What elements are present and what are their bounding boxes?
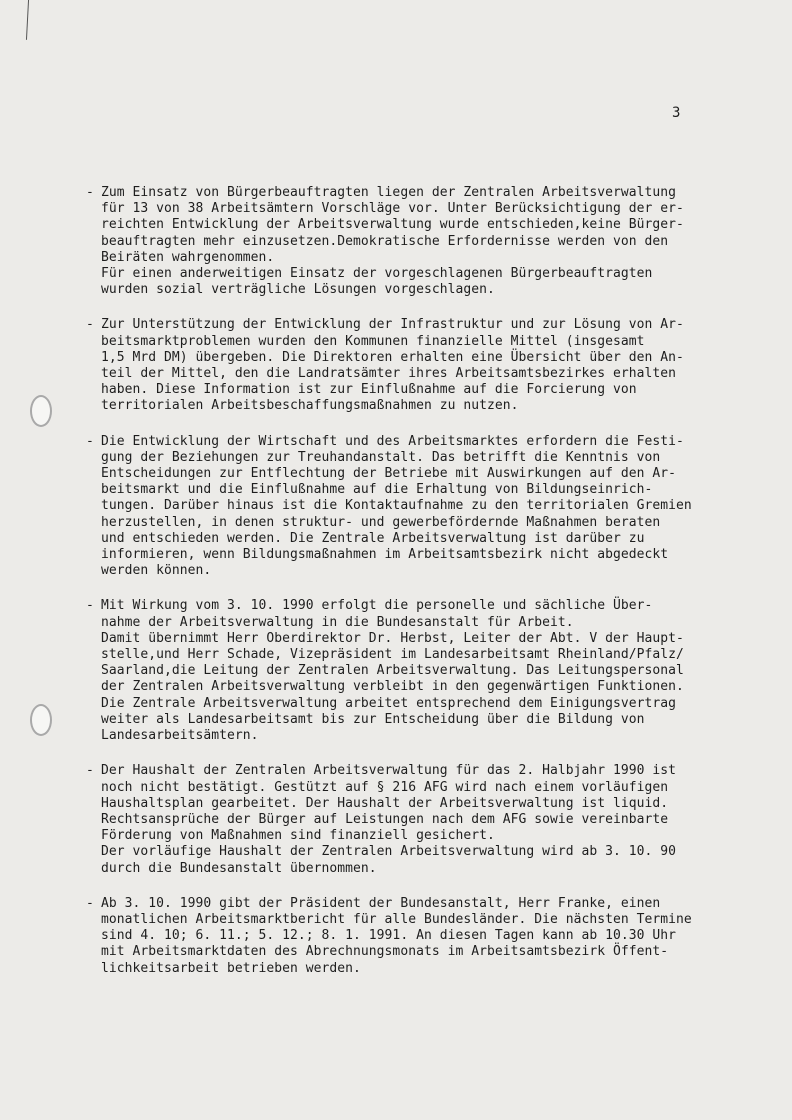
text-line: wurden sozial verträgliche Lösungen vorgeschlagen. — [101, 282, 495, 298]
text-line: Landesarbeitsämtern. — [101, 728, 259, 744]
text-line: beauftragten mehr einzusetzen.Demokratische Erfordernisse werden von den — [101, 233, 669, 249]
text-line: gung der Beziehungen zur Treuhandanstalt. Das betrifft die Kenntnis von — [101, 449, 661, 465]
paragraph-3 — [86, 434, 706, 580]
text-line: Die Entwicklung der Wirtschaft und des Arbeitsmarktes erfordern die Festi- — [101, 433, 684, 449]
text-line: tungen. Darüber hinaus ist die Kontaktaufnahme zu den territorialen Gremien — [101, 498, 692, 514]
text-line: Mit Wirkung vom 3. 10. 1990 erfolgt die personelle und sächliche Über- — [101, 598, 653, 614]
body-text — [86, 185, 706, 996]
text-line: Saarland,die Leitung der Zentralen Arbeitsverwaltung. Das Leitungspersonal — [101, 663, 684, 679]
bullet-dash: - — [86, 317, 94, 333]
text-line: territorialen Arbeitsbeschaffungsmaßnahmen zu nutzen. — [101, 398, 519, 414]
bullet-dash: - — [86, 763, 94, 779]
text-line: beitsmarktproblemen wurden den Kommunen finanzielle Mittel (insgesamt — [101, 333, 645, 349]
paragraph-2 — [86, 317, 706, 414]
text-line: Zum Einsatz von Bürgerbeauftragten liegen der Zentralen Arbeitsverwaltung — [101, 185, 676, 200]
text-line: Der Haushalt der Zentralen Arbeitsverwaltung für das 2. Halbjahr 1990 ist — [101, 763, 676, 779]
paragraph-6 — [86, 896, 706, 977]
text-line: nahme der Arbeitsverwaltung in die Bundesanstalt für Arbeit. — [101, 614, 574, 630]
text-line: 1,5 Mrd DM) übergeben. Die Direktoren erhalten eine Übersicht über den An- — [101, 349, 684, 365]
paragraph-4 — [86, 598, 706, 744]
text-line: reichten Entwicklung der Arbeitsverwaltung wurde entschieden,keine Bürger- — [101, 217, 684, 233]
text-line: für 13 von 38 Arbeitsämtern Vorschläge vor. Unter Berücksichtigung der er- — [101, 201, 684, 217]
text-line: monatlichen Arbeitsmarktbericht für alle Bundesländer. Die nächsten Termine — [101, 911, 692, 927]
text-line: haben. Diese Information ist zur Einflußnahme auf die Forcierung von — [101, 382, 637, 398]
punch-hole-bottom — [30, 704, 52, 736]
text-line: informieren, wenn Bildungsmaßnahmen im Arbeitsamtsbezirk nicht abgedeckt — [101, 547, 669, 563]
text-line: der Zentralen Arbeitsverwaltung verbleibt in den gegenwärtigen Funktionen. — [101, 679, 684, 695]
bullet-dash: - — [86, 598, 94, 614]
text-line: noch nicht bestätigt. Gestützt auf § 216 AFG wird nach einem vorläufigen — [101, 779, 669, 795]
text-line: und entschieden werden. Die Zentrale Arbeitsverwaltung ist darüber zu — [101, 530, 645, 546]
bullet-dash: - — [86, 433, 94, 449]
paragraph-5 — [86, 763, 706, 876]
text-line: Beiräten wahrgenommen. — [101, 249, 275, 265]
text-line: Förderung von Maßnahmen sind finanziell gesichert. — [101, 828, 495, 844]
text-line: Damit übernimmt Herr Oberdirektor Dr. Herbst, Leiter der Abt. V der Haupt- — [101, 630, 684, 646]
text-line: weiter als Landesarbeitsamt bis zur Entscheidung über die Bildung von — [101, 711, 645, 727]
text-line: stelle,und Herr Schade, Vizepräsident im Landesarbeitsamt Rheinland/Pfalz/ — [101, 647, 684, 663]
text-line: Zur Unterstützung der Entwicklung der Infrastruktur und zur Lösung von Ar- — [101, 317, 684, 333]
text-line: sind 4. 10; 6. 11.; 5. 12.; 8. 1. 1991. An diesen Tagen kann ab 10.30 Uhr — [101, 928, 676, 944]
text-line: Der vorläufige Haushalt der Zentralen Arbeitsverwaltung wird ab 3. 10. 90 — [101, 844, 676, 860]
punch-hole-top — [30, 395, 52, 427]
text-line: Die Zentrale Arbeitsverwaltung arbeitet entsprechend dem Einigungsvertrag — [101, 695, 676, 711]
bullet-dash: - — [86, 185, 94, 200]
text-line: Ab 3. 10. 1990 gibt der Präsident der Bundesanstalt, Herr Franke, einen — [101, 895, 661, 911]
page-number: 3 — [672, 105, 681, 121]
text-line: durch die Bundesanstalt übernommen. — [101, 860, 377, 876]
text-line: beitsmarkt und die Einflußnahme auf die Erhaltung von Bildungseinrich- — [101, 482, 653, 498]
bullet-dash: - — [86, 895, 94, 911]
text-line: lichkeitsarbeit betrieben werden. — [101, 960, 361, 976]
text-line: teil der Mittel, den die Landratsämter ihres Arbeitsamtsbezirkes erhalten — [101, 366, 676, 382]
text-line: Entscheidungen zur Entflechtung der Betriebe mit Auswirkungen auf den Ar- — [101, 466, 676, 482]
text-line: mit Arbeitsmarktdaten des Abrechnungsmonats im Arbeitsamtsbezirk Öffent- — [101, 944, 669, 960]
text-line: werden können. — [101, 563, 212, 579]
paragraph-1 — [86, 185, 706, 298]
text-line: Haushaltsplan gearbeitet. Der Haushalt der Arbeitsverwaltung ist liquid. — [101, 795, 669, 811]
staple-mark — [26, 0, 35, 40]
text-line: Für einen anderweitigen Einsatz der vorgeschlagenen Bürgerbeauftragten — [101, 266, 653, 282]
text-line: Rechtsansprüche der Bürger auf Leistungen nach dem AFG sowie vereinbarte — [101, 811, 669, 827]
text-line: herzustellen, in denen struktur- und gewerbefördernde Maßnahmen beraten — [101, 514, 661, 530]
